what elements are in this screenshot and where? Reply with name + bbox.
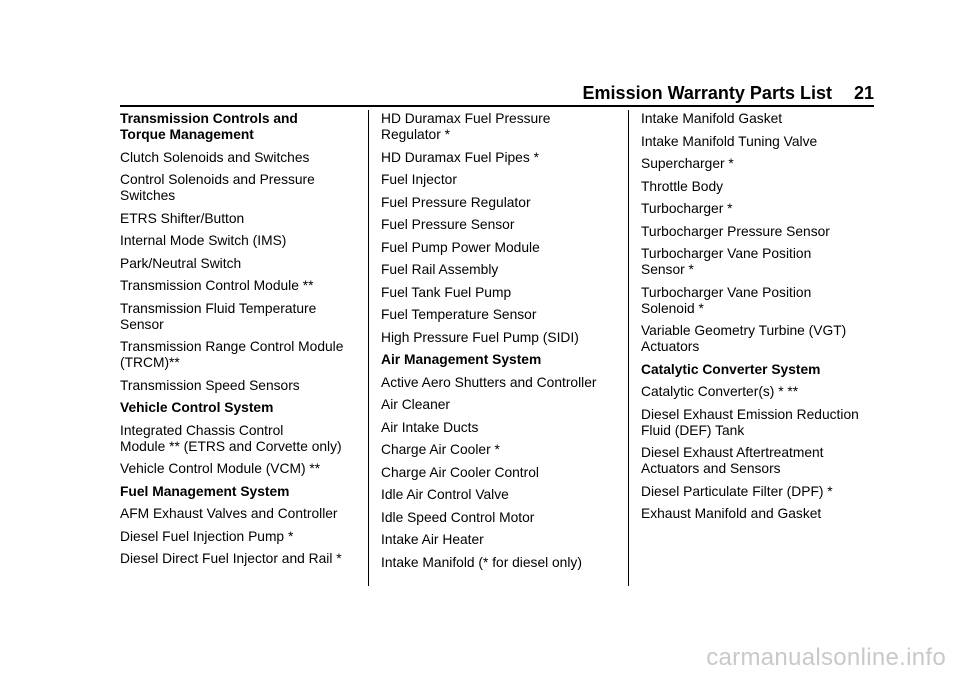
list-item: Integrated Chassis Control Module ** (ETRS and Corvette only) (120, 422, 342, 454)
page-title: Emission Warranty Parts List (582, 83, 832, 103)
column-divider-2 (628, 110, 629, 586)
list-item: Transmission Speed Sensors (120, 377, 300, 393)
list-item: Turbocharger Vane Position Solenoid * (641, 284, 812, 316)
list-item: Exhaust Manifold and Gasket (641, 506, 822, 521)
list-item: Turbocharger * (641, 201, 733, 216)
list-item: Fuel Pressure Regulator (381, 194, 531, 210)
list-item: Catalytic Converter(s) * ** (641, 384, 799, 399)
column-3 (641, 111, 877, 529)
list-item: Active Aero Shutters and Controller (381, 374, 597, 390)
list-item: Transmission Fluid Temperature Sensor (120, 300, 317, 332)
list-item: Fuel Temperature Sensor (381, 307, 537, 322)
list-item: ETRS Shifter/Button (120, 210, 245, 226)
list-item: Air Intake Ducts (381, 419, 479, 435)
list-item: Transmission Range Control Module (TRCM)** (120, 339, 344, 370)
list-item: Variable Geometry Turbine (VGT) Actuators (641, 323, 847, 354)
list-item: Throttle Body (641, 178, 724, 194)
list-item: HD Duramax Fuel Pipes * (381, 149, 539, 165)
list-item: AFM Exhaust Valves and Controller (120, 506, 338, 521)
list-item: Turbocharger Vane Position Sensor * (641, 246, 812, 277)
list-item: Diesel Particulate Filter (DPF) * (641, 483, 833, 499)
list-item: Intake Manifold Gasket (641, 111, 783, 126)
column-divider-1 (368, 110, 369, 586)
section-heading: Fuel Management System (120, 483, 290, 499)
list-item: Diesel Direct Fuel Injector and Rail * (120, 551, 342, 566)
list-item: Fuel Tank Fuel Pump (381, 284, 512, 300)
list-item: Intake Air Heater (381, 532, 484, 547)
list-item: Air Cleaner (381, 397, 451, 412)
list-item: Park/Neutral Switch (120, 255, 242, 271)
list-item: Diesel Fuel Injection Pump * (120, 528, 294, 544)
list-item: Fuel Rail Assembly (381, 262, 499, 277)
list-item: Fuel Pressure Sensor (381, 217, 515, 232)
list-item: Turbocharger Pressure Sensor (641, 223, 830, 239)
section-heading: Air Management System (381, 352, 542, 367)
list-item: Fuel Injector (381, 172, 457, 187)
list-item: Vehicle Control Module (VCM) ** (120, 461, 321, 476)
list-item: Fuel Pump Power Module (381, 239, 540, 255)
column-1 (120, 111, 358, 574)
section-heading: Vehicle Control System (120, 400, 274, 415)
list-item: Transmission Control Module ** (120, 278, 314, 293)
watermark: carmanualsonline.info (706, 644, 946, 671)
list-item: Supercharger * (641, 156, 734, 171)
list-item: Diesel Exhaust Emission Reduction Fluid (DEF) Tank (641, 406, 859, 438)
list-item: Diesel Exhaust Aftertreatment Actuators and Sensors (641, 445, 824, 476)
list-item: Control Solenoids and Pressure Switches (120, 172, 315, 203)
list-item: Charge Air Cooler Control (381, 464, 539, 480)
page-number: 21 (853, 83, 874, 103)
header-rule (120, 105, 874, 107)
list-item: Idle Air Control Valve (381, 487, 509, 502)
page-header (0, 82, 874, 104)
list-item: HD Duramax Fuel Pressure Regulator * (381, 111, 551, 142)
section-heading: Transmission Controls and Torque Management (120, 111, 298, 142)
list-item: Charge Air Cooler * (381, 442, 500, 457)
list-item: High Pressure Fuel Pump (SIDI) (381, 329, 579, 345)
section-heading: Catalytic Converter System (641, 361, 821, 377)
list-item: Clutch Solenoids and Switches (120, 149, 310, 165)
list-item: Idle Speed Control Motor (381, 509, 535, 525)
list-item: Internal Mode Switch (IMS) (120, 233, 287, 248)
column-2 (381, 111, 617, 577)
list-item: Intake Manifold (* for diesel only) (381, 554, 582, 570)
list-item: Intake Manifold Tuning Valve (641, 133, 818, 149)
